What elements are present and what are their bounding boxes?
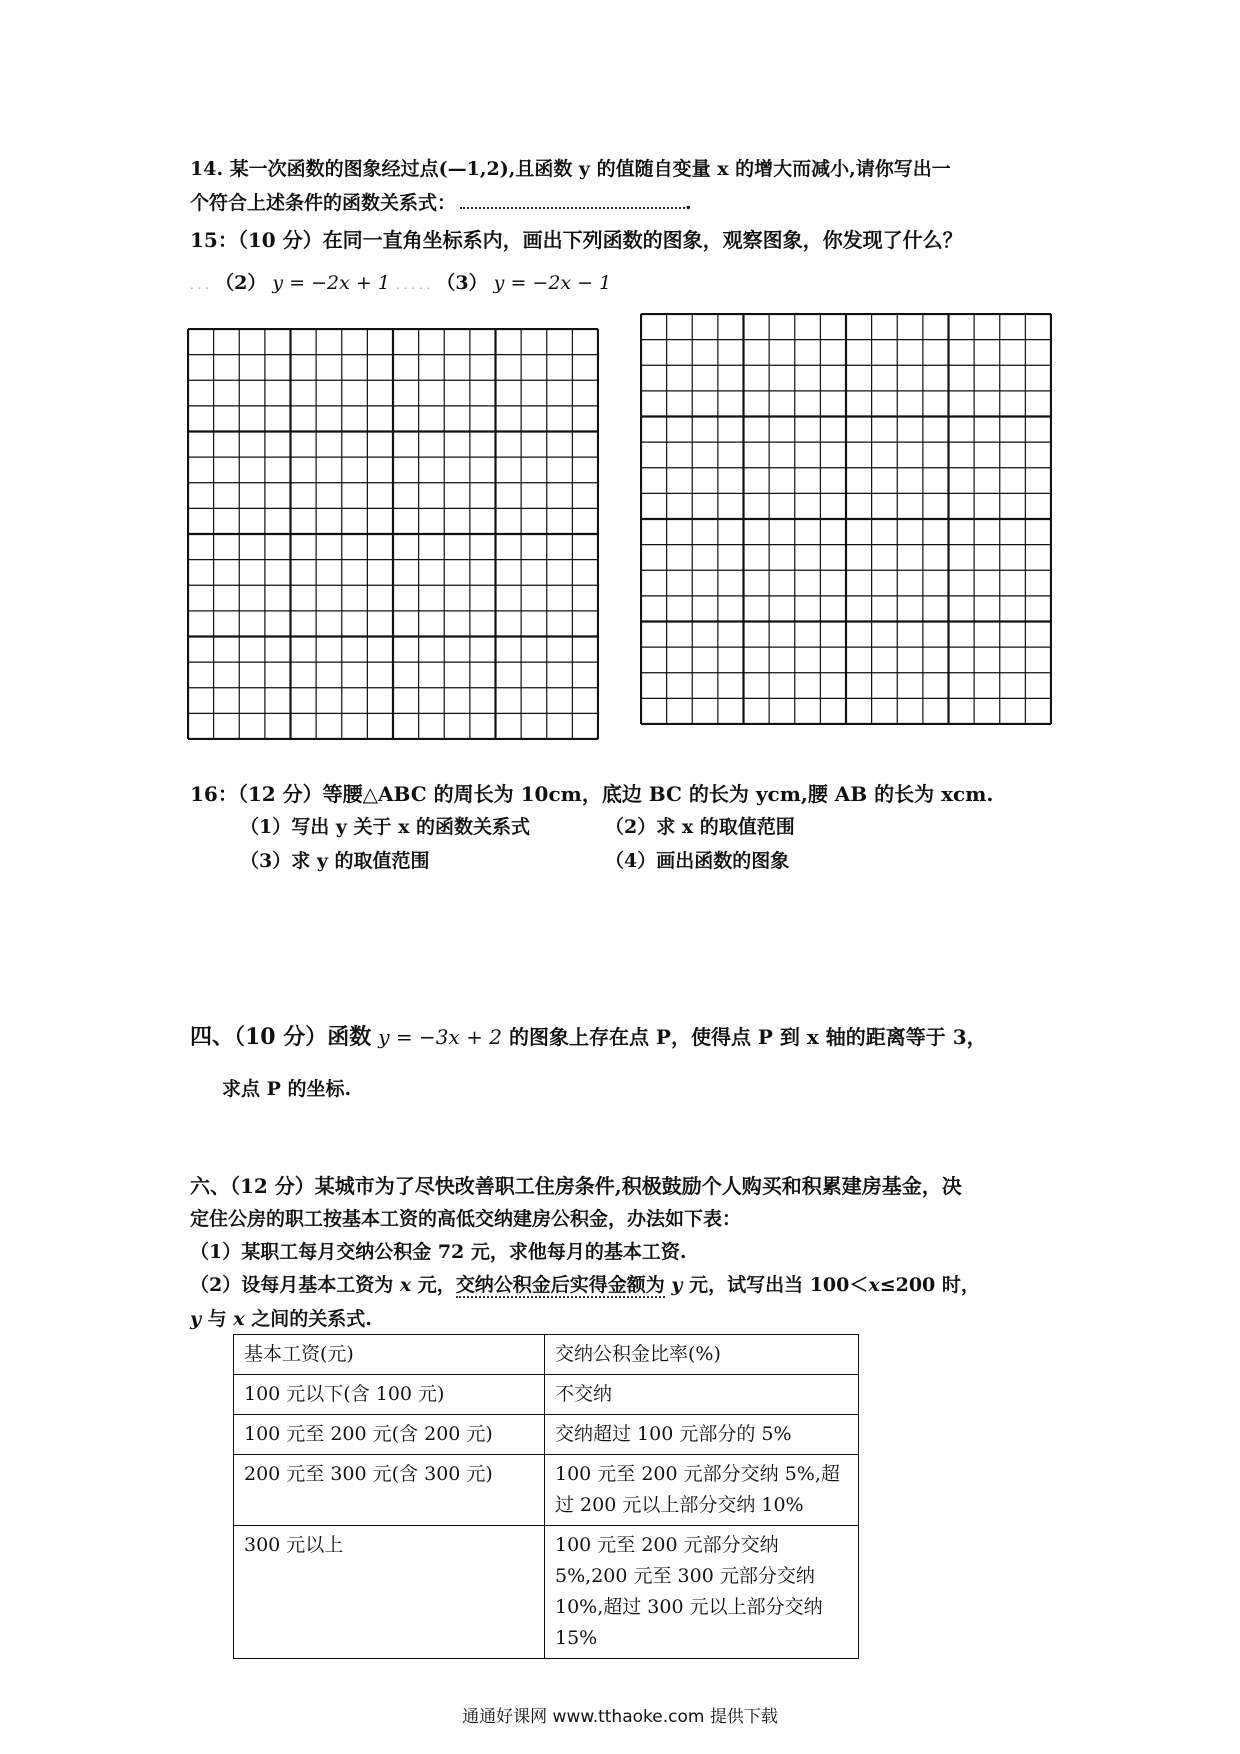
q6-sub2-c: 元，试写出当 100＜	[682, 1274, 869, 1296]
q16-item3: （3）求 y 的取值范围	[240, 850, 430, 872]
table-cell: 不交纳	[545, 1375, 859, 1415]
table-row	[234, 1415, 859, 1455]
q4-prefix: 四、（10 分）函数	[190, 1024, 372, 1050]
q6-sub2-x2: x	[868, 1274, 880, 1296]
table-cell: 100 元以下(含 100 元)	[234, 1375, 545, 1415]
q6-sub2-y: y	[664, 1274, 683, 1296]
q16-title: 16：（12 分）等腰△ABC 的周长为 10cm，底边 BC 的长为 ycm,腰 AB 的长为 xcm.	[190, 782, 994, 806]
q6-sub2-line2-mid: 与	[201, 1308, 234, 1330]
table-cell: 交纳超过 100 元部分的 5%	[545, 1415, 859, 1455]
answer-blank[interactable]	[460, 191, 685, 209]
table-cell: 100 元至 200 元部分交纳 5%,超过 200 元以上部分交纳 10%	[545, 1455, 859, 1526]
q14-line2-text: 个符合上述条件的函数关系式：	[190, 192, 457, 214]
table-cell: 100 元至 200 元部分交纳 5%,200 元至 300 元部分交纳 10%,超过 300 元以上部分交纳 15%	[545, 1526, 859, 1659]
q6-sub1: （1）某职工每月交纳公积金 72 元，求他每月的基本工资.	[190, 1241, 687, 1263]
q6-line2: 定住公房的职工按基本工资的高低交纳建房公积金，办法如下表：	[190, 1208, 742, 1230]
table-header: 交纳公积金比率(%)	[545, 1335, 859, 1375]
table-row	[234, 1455, 859, 1526]
q6-line1: 六、（12 分）某城市为了尽快改善职工住房条件,积极鼓励个人购买和积累建房基金，决	[190, 1174, 962, 1198]
q15-item2-label: （2）	[215, 272, 267, 294]
q15-item2-formula: y = −2x + 1	[272, 272, 390, 294]
q15-item3-formula: y = −2x − 1	[493, 272, 612, 294]
q4-line2: 求点 P 的坐标.	[222, 1078, 352, 1100]
table-row	[234, 1375, 859, 1415]
q6-sub2-b: 元，	[411, 1274, 456, 1296]
q16-item4: （4）画出函数的图象	[605, 850, 790, 872]
page-footer: 通通好课网 www.tthaoke.com 提供下载	[462, 1707, 778, 1727]
q6-sub2-x: x	[399, 1274, 412, 1296]
table-header: 基本工资(元)	[234, 1335, 545, 1375]
q16-item1: （1）写出 y 关于 x 的函数关系式	[240, 816, 531, 838]
q15-title: 15：（10 分）在同一直角坐标系内，画出下列函数的图象，观察图象，你发现了什么？	[190, 228, 963, 252]
fund-rate-table	[233, 1334, 859, 1659]
q6-sub2-emphasis: 交纳公积金后实得金额为	[455, 1274, 665, 1296]
table-cell: 100 元至 200 元(含 200 元)	[234, 1415, 545, 1455]
table-cell: 300 元以上	[234, 1526, 545, 1659]
table-cell: 200 元至 300 元(含 300 元)	[234, 1455, 545, 1526]
graph-grid-right[interactable]	[640, 313, 1052, 725]
q15-item3-label: （3）	[436, 272, 488, 294]
q6-sub2-line2-y: y	[190, 1308, 202, 1330]
graph-grid-left[interactable]	[187, 328, 599, 740]
table-header-row	[234, 1335, 859, 1375]
q14-line2: 个符合上述条件的函数关系式： .	[190, 192, 692, 214]
q6-sub2-line2-x: x	[233, 1308, 245, 1330]
q4-formula: y = −3x + 2	[378, 1025, 502, 1049]
q14-line1: 14. 某一次函数的图象经过点(—1,2),且函数 y 的值随自变量 x 的增大而减小,请你写出一	[190, 158, 951, 180]
q6-sub2-line2-end: 之间的关系式.	[244, 1308, 372, 1330]
q6-sub2-d: ≤200 时，	[879, 1274, 980, 1296]
q6-sub2-a: （2）设每月基本工资为	[190, 1274, 400, 1296]
q4-suffix: 的图象上存在点 P，使得点 P 到 x 轴的距离等于 3，	[508, 1025, 987, 1049]
q6-sub2	[190, 1270, 980, 1297]
q16-item2: （2）求 x 的取值范围	[605, 816, 795, 838]
q15-items: . . . （2） y = −2x + 1 . . . . . （3） y = −2x − 1	[190, 272, 612, 294]
table-row	[234, 1526, 859, 1659]
q4-line1	[190, 1020, 987, 1051]
q6-sub2-line2	[190, 1304, 372, 1331]
